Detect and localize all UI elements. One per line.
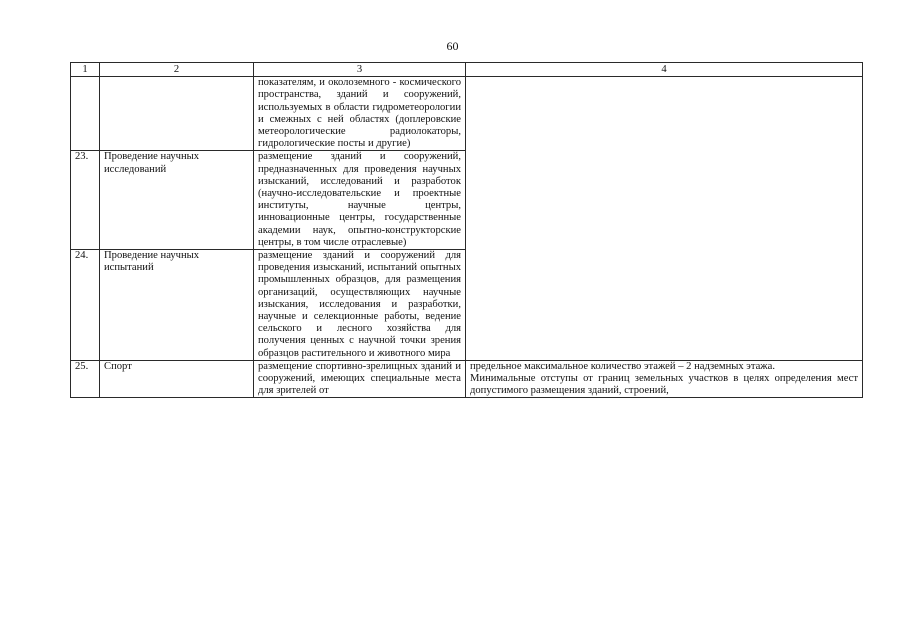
header-cell-3: 3: [254, 63, 466, 77]
row-description-cell: размещение зданий и сооружений для проведения изысканий, испытаний опытных промышленных образцов, для размещения организаций, осуществляющих научные изыскания, исследования и разработки, научные и селекционные работы, ведение сельского и лесного хозяйства для получения ценных с научной точки зрения образцов растительного и животного мира: [254, 250, 466, 361]
row-description-cell: размещение спортивно-зрелищных зданий и сооружений, имеющих специальные места для зрителей от: [254, 360, 466, 398]
land-use-table: [70, 62, 863, 398]
row-description-cell: размещение зданий и сооружений, предназначенных для проведения научных изысканий, исследований и разработок (научно-исследовательские и проектные институты, научные центры, инновационные центры, государственные академии наук, опытно-конструкторские центры, в том числе отраслевые): [254, 151, 466, 250]
table-header-row: [71, 63, 863, 77]
table-row-continuation: [71, 77, 863, 151]
row-name-cell: [100, 77, 254, 151]
page-number: 60: [446, 39, 459, 53]
row-parameters-cell: [466, 360, 863, 398]
header-cell-1: 1: [71, 63, 100, 77]
parameters-line: Минимальные отступы от границ земельных участков в целях определения мест допустимого размещения зданий, строений,: [470, 373, 858, 397]
row-parameters-cell: [466, 77, 863, 361]
row-description-cell: показателям, и околоземного - космического пространства, зданий и сооружений, используемых в области гидрометеорологии и смежных с ней областях (доплеровские метеорологические радиолокаторы, гидрологические посты и другие): [254, 77, 466, 151]
row-number-cell: [71, 77, 100, 151]
row-number-cell: 24.: [71, 250, 100, 361]
row-name-cell: Проведение научных испытаний: [100, 250, 254, 361]
header-cell-4: 4: [466, 63, 863, 77]
row-name-cell: Спорт: [100, 360, 254, 398]
table-row: [71, 360, 863, 398]
row-number-cell: 23.: [71, 151, 100, 250]
row-number-cell: 25.: [71, 360, 100, 398]
row-name-cell: Проведение научных исследований: [100, 151, 254, 250]
header-cell-2: 2: [100, 63, 254, 77]
parameters-line: предельное максимальное количество этажей – 2 надземных этажа.: [470, 360, 775, 372]
